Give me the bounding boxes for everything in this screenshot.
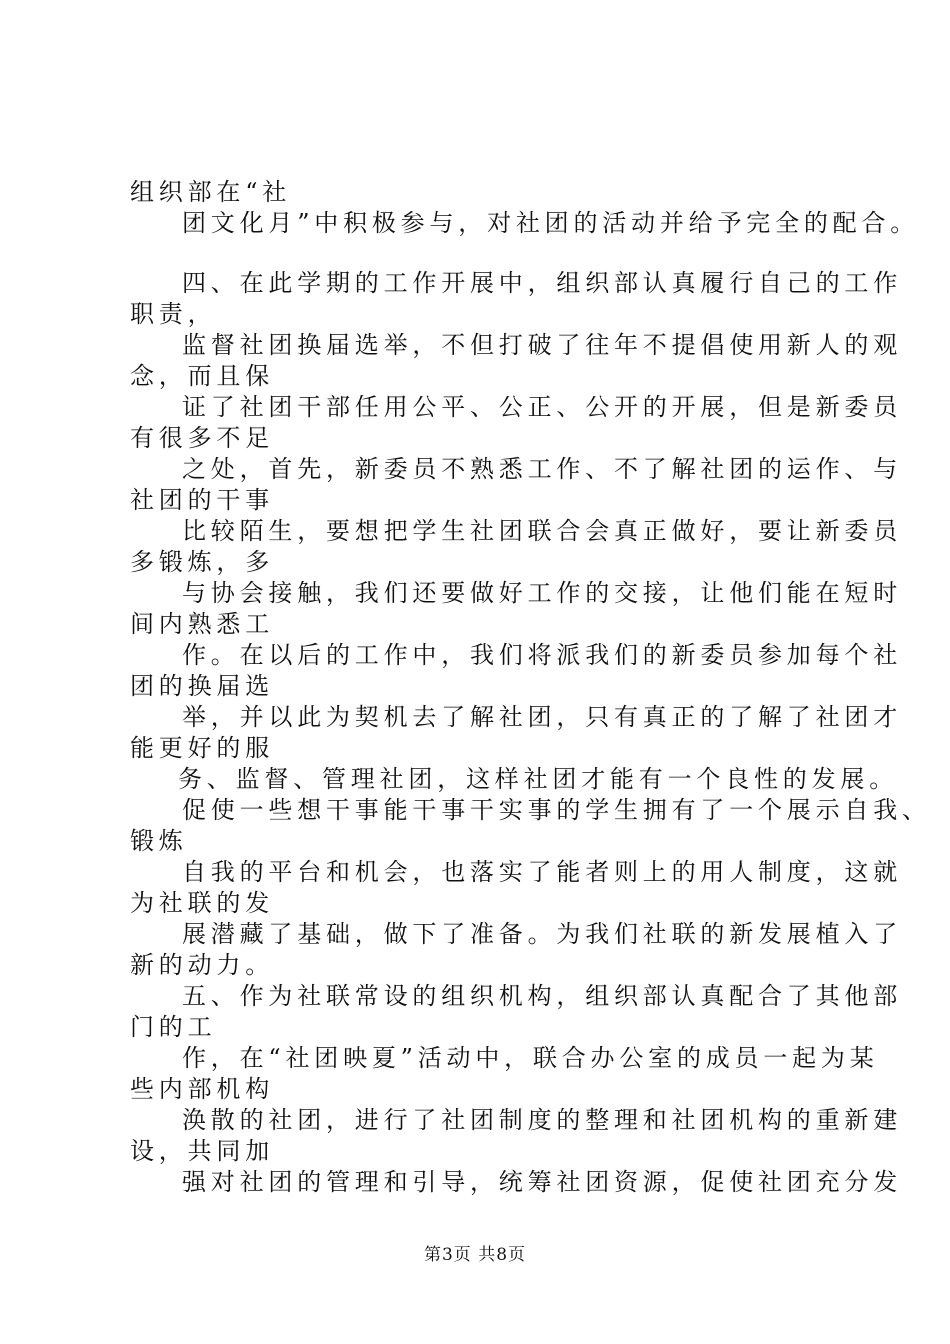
- text-line: 自我的平台和机会，也落实了能者则上的用人制度，这就: [182, 858, 902, 886]
- text-line: 为社联的发: [130, 889, 274, 917]
- text-line: 证了社团干部任用公平、公正、公开的开展，但是新委员: [182, 393, 902, 421]
- text-line: 作，在“社团映夏”活动中，联合办公室的成员一起为某: [182, 1044, 879, 1072]
- text-line: 强对社团的管理和引导，统筹社团资源，促使社团充分发: [182, 1168, 902, 1196]
- text-line: 之处，首先，新委员不熟悉工作、不了解社团的运作、与: [182, 455, 902, 483]
- text-line: 与协会接触，我们还要做好工作的交接，让他们能在短时: [182, 579, 902, 607]
- text-line: 有很多不足: [130, 424, 274, 452]
- text-line: 监督社团换届选举，不但打破了往年不提倡使用新人的观: [182, 331, 902, 359]
- text-line: 促使一些想干事能干事干实事的学生拥有了一个展示自我、: [182, 796, 931, 824]
- page-number-footer: 第3页 共8页: [423, 1245, 527, 1265]
- text-line: 职责，: [130, 300, 217, 328]
- text-line: 新的动力。: [130, 951, 274, 979]
- text-line: 比较陌生，要想把学生社团联合会真正做好，要让新委员: [182, 517, 902, 545]
- text-line: 团文化月”中积极参与，对社团的活动并给予完全的配合。: [182, 209, 920, 237]
- text-line: 锻炼: [130, 827, 188, 855]
- text-line: 展潜藏了基础，做下了准备。为我们社联的新发展植入了: [182, 920, 902, 948]
- text-line: 些内部机构: [130, 1075, 274, 1103]
- text-line: 团的换届选: [130, 672, 274, 700]
- text-line: 组织部在“社: [130, 178, 292, 206]
- text-line: 涣散的社团，进行了社团制度的整理和社团机构的重新建: [182, 1106, 902, 1134]
- text-line: 五、作为社联常设的组织机构，组织部认真配合了其他部: [182, 982, 902, 1010]
- text-line: 门的工: [130, 1013, 217, 1041]
- text-line: 务、监督、管理社团，这样社团才能有一个良性的发展。: [178, 765, 898, 793]
- text-line: 念，而且保: [130, 362, 274, 390]
- text-line: 作。在以后的工作中，我们将派我们的新委员参加每个社: [182, 641, 902, 669]
- text-line: 社团的干事: [130, 486, 274, 514]
- text-line: 举，并以此为契机去了解社团，只有真正的了解了社团才: [182, 703, 902, 731]
- text-line: 间内熟悉工: [130, 610, 274, 638]
- text-line: 四、在此学期的工作开展中，组织部认真履行自己的工作: [182, 269, 902, 297]
- text-line: 设，共同加: [130, 1137, 274, 1165]
- text-line: 能更好的服: [130, 734, 274, 762]
- text-line: 多锻炼，多: [130, 548, 274, 576]
